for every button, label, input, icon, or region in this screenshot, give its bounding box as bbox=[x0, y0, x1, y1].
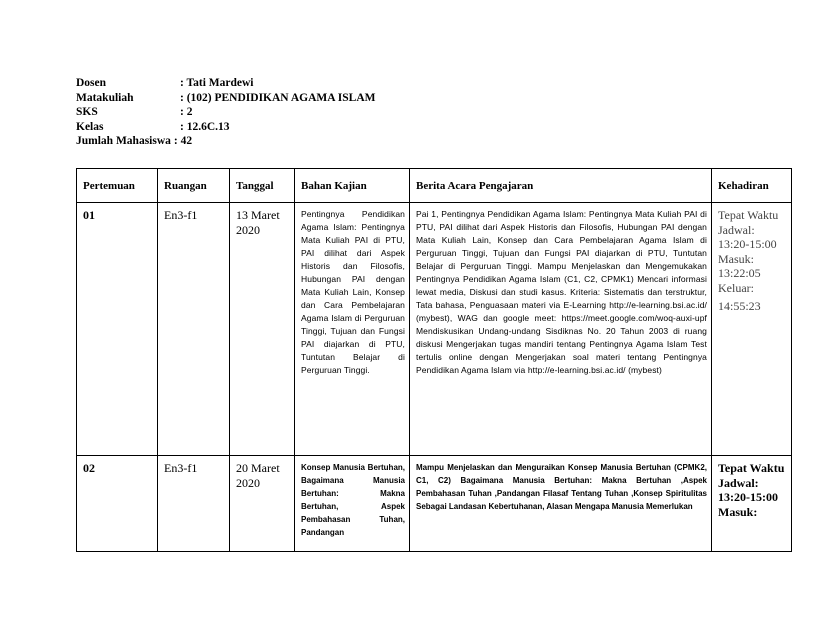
kehadiran-status: Tepat Waktu bbox=[718, 208, 779, 222]
kehadiran-cell bbox=[712, 456, 792, 552]
pertemuan-cell: 02 bbox=[77, 456, 158, 552]
kehadiran-keluar-label: Keluar: bbox=[718, 280, 754, 295]
matakuliah-label: Matakuliah bbox=[76, 91, 134, 104]
kehadiran-masuk-label: Masuk: bbox=[718, 251, 754, 266]
kelas-label: Kelas bbox=[76, 120, 104, 133]
kelas-row bbox=[76, 120, 376, 135]
col-header-pertemuan: Pertemuan bbox=[77, 169, 158, 203]
bahan-kajian-cell: Pentingnya Pendidikan Agama Islam: Pentingnya Mata Kuliah PAI di PTU, PAI dilihat dari Aspek Historis dan Filosofis, Hubungan PAI dengan Mata Kuliah Lain, Konsep dan Cara Pembelajaran Agama Islam di Perguruan Tinggi, Tujuan dan Fungsi PAI diajarkan di PTU, Tuntutan Belajar di Perguruan Tinggi. bbox=[295, 203, 410, 456]
kehadiran-masuk-label: Masuk: bbox=[718, 504, 758, 519]
jumlah-mahasiswa-label: Jumlah Mahasiswa bbox=[76, 135, 171, 147]
col-header-berita-acara: Berita Acara Pengajaran bbox=[410, 169, 712, 203]
kehadiran-jadwal-label: Jadwal: bbox=[718, 475, 759, 490]
matakuliah-row bbox=[76, 91, 376, 106]
kehadiran-jadwal-value: 13:20-15:00 bbox=[718, 490, 778, 504]
col-header-tanggal: Tanggal bbox=[230, 169, 295, 203]
sks-value: : 2 bbox=[180, 106, 193, 118]
dosen-value: : Tati Mardewi bbox=[180, 77, 254, 89]
jumlah-mahasiswa-row bbox=[76, 134, 376, 149]
course-info-header bbox=[76, 76, 376, 149]
table-header-row bbox=[77, 169, 792, 203]
kehadiran-jadwal-value: 13:20-15:00 bbox=[718, 237, 777, 251]
col-header-bahan-kajian: Bahan Kajian bbox=[295, 169, 410, 203]
pertemuan-cell: 01 bbox=[77, 203, 158, 456]
sks-label: SKS bbox=[76, 106, 98, 118]
kelas-value: : 12.6C.13 bbox=[180, 120, 230, 133]
matakuliah-value: : (102) PENDIDIKAN AGAMA ISLAM bbox=[180, 91, 376, 104]
dosen-row bbox=[76, 76, 376, 91]
tanggal-cell: 20 Maret 2020 bbox=[230, 456, 295, 552]
sks-row bbox=[76, 105, 376, 120]
col-header-ruangan: Ruangan bbox=[158, 169, 230, 203]
teaching-log-table bbox=[76, 168, 792, 552]
berita-acara-cell: Pai 1, Pentingnya Pendidikan Agama Islam: Pentingnya Mata Kuliah PAI di PTU, PAI dilihat dari Aspek Historis dan Filosofis, Hubungan PAI dengan Mata Kuliah Lain, Konsep dan Cara Pembelajaran Agama Islam di Perguruan Tinggi, Tujuan dan Fungsi PAI diajarkan di PTU, Tuntutan Belajar di Perguruan Tinggi. Mampu Menjelaskan dan Mengemukakan Pentingnya Pendidikan Agama Islam (C1, C2, CPMK1) Mencari informasi lewat media, Diskusi dan studi kasus. Kriteria: Sistematis dan terstruktur, Tata bahasa, Penguasaan materi via E-Learning http://e-learning.bsi.ac.id/ (mybest), WAG dan google meet: https://meet.google.com/woq-auxi-upf Mendiskusikan Undang-undang Sisdiknas No. 20 Tahun 2003 di ruang diskusi Mengerjakan tugas mandiri tentang Pentingnya Agama Islam Test tertulis online dengan Mengerjakan soal materi tentang Pentingnya Pendidikan Agama Islam via http://e-learning.bsi.ac.id/ (mybest) bbox=[410, 203, 712, 456]
tanggal-cell: 13 Maret 2020 bbox=[230, 203, 295, 456]
kehadiran-jadwal-label: Jadwal: bbox=[718, 222, 755, 237]
dosen-label: Dosen bbox=[76, 77, 107, 89]
bahan-kajian-cell: Konsep Manusia Bertuhan, Bagaimana Manusia Bertuhan: Makna Bertuhan, Aspek Pembahasan Tuhan, Pandangan bbox=[295, 456, 410, 552]
kehadiran-keluar-value: 14:55:23 bbox=[718, 299, 761, 313]
table-row bbox=[77, 203, 792, 456]
ruangan-cell: En3-f1 bbox=[158, 456, 230, 552]
kehadiran-cell bbox=[712, 203, 792, 456]
table-row bbox=[77, 456, 792, 552]
jumlah-mahasiswa-value: : 42 bbox=[173, 135, 193, 147]
kehadiran-masuk-value: 13:22:05 bbox=[718, 266, 761, 280]
col-header-kehadiran: Kehadiran bbox=[712, 169, 792, 203]
kehadiran-status: Tepat Waktu bbox=[718, 461, 785, 475]
berita-acara-cell: Mampu Menjelaskan dan Menguraikan Konsep Manusia Bertuhan (CPMK2, C1, C2) Bagaimana Manusia Bertuhan: Makna Bertuhan ,Aspek Pembahasan Tuhan ,Pandangan Filasaf Tentang Tuhan ,Konsep Spiritulitas Sebagai Landasan Kebertuhanan, Alasan Mengapa Manusia Memerlukan bbox=[410, 456, 712, 552]
ruangan-cell: En3-f1 bbox=[158, 203, 230, 456]
